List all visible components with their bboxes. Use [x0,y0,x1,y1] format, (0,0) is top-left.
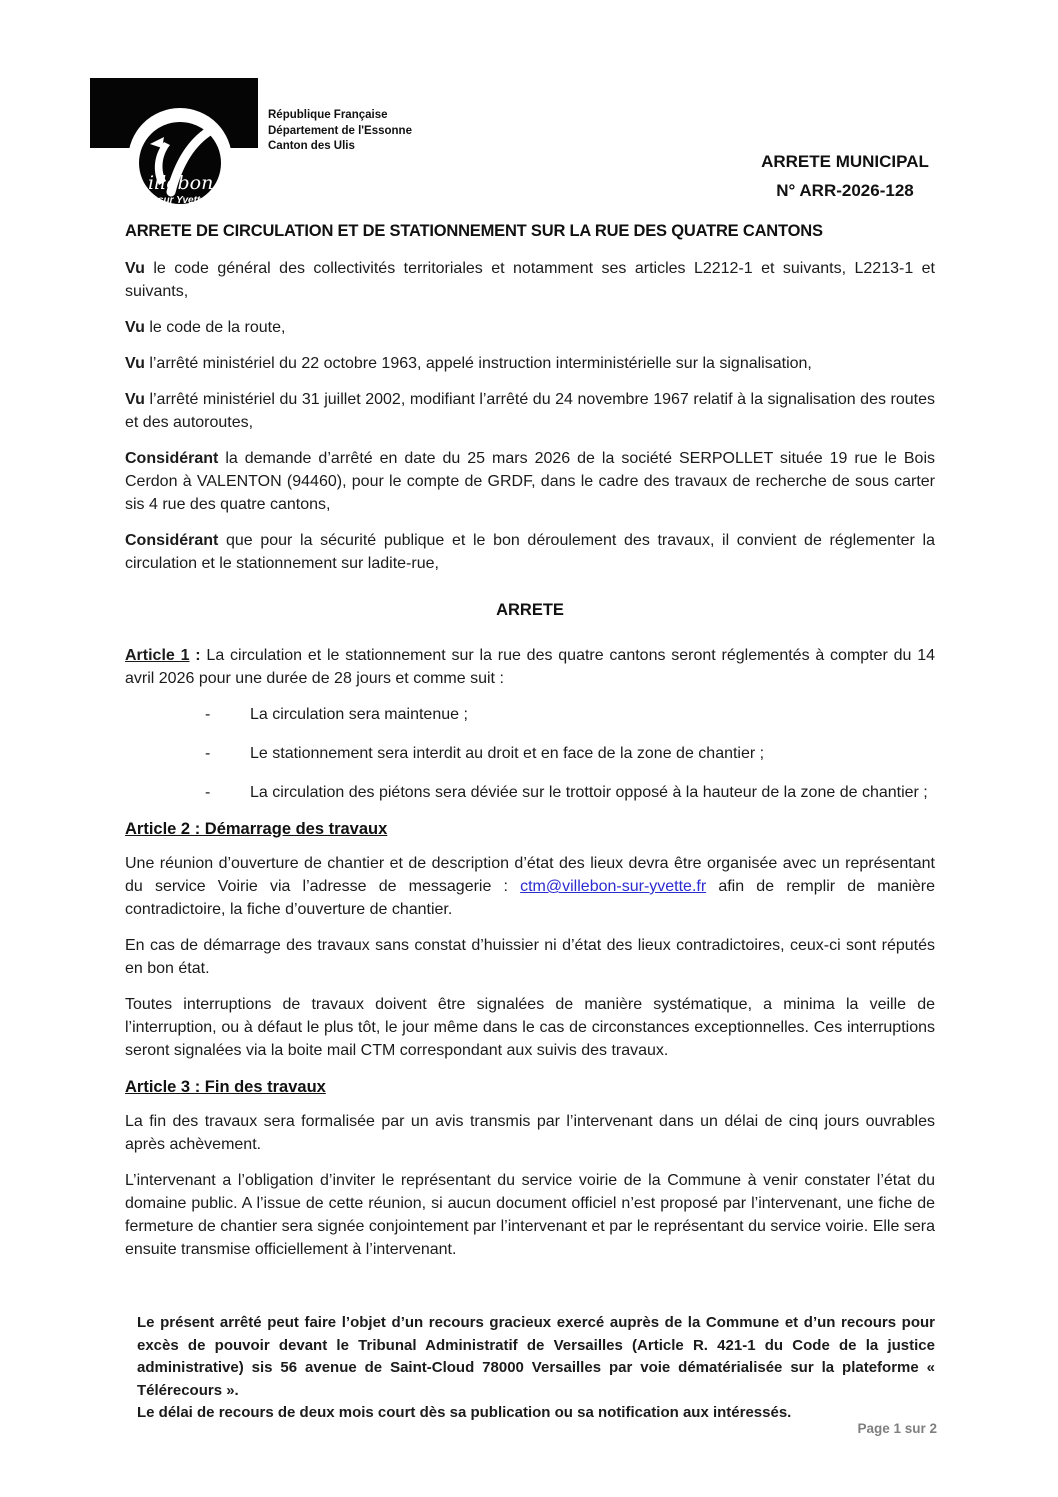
recital-lead: Considérant [125,532,219,549]
ctm-email-link[interactable]: ctm@villebon-sur-yvette.fr [520,878,707,895]
article-2-paragraph-3: Toutes interruptions de travaux doivent être signalées de manière systématique, a minima la veille de l’interruption, ou à défaut le plus tôt, le jour même dans le cas de circonstances exceptionnelles. Ces interruptions seront signalées via la boite mail CTM correspondant aux suivis des travaux. [125,996,935,1059]
administrative-region-block [268,108,412,155]
arrete-section-heading: ARRETE [496,601,564,619]
article-1-text: La circulation et le stationnement sur la rue des quatre cantons seront réglementés à compter du 14 avril 2026 pour une durée de 28 jours et comme suit : [125,647,936,687]
bullet-text: La circulation des piétons sera déviée sur le trottoir opposé à la hauteur de la zone de chantier ; [250,784,928,801]
article-1-label: Article 1 [125,647,190,664]
decree-type: ARRETE MUNICIPAL [761,152,929,171]
logo-script-text: illebon [148,172,214,194]
recital-considerant-2 [125,529,935,575]
recital-considerant-1 [125,447,935,516]
legal-notice-delai: Le délai de recours de deux mois court dès sa publication ou sa notification aux intéressés. [137,1404,792,1421]
recital-lead: Vu [125,319,145,336]
bullet-text: Le stationnement sera interdit au droit et en face de la zone de chantier ; [250,745,765,762]
recital-vu-4 [125,388,935,434]
recital-text: le code de la route, [149,319,286,336]
decree-title: ARRETE DE CIRCULATION ET DE STATIONNEMENT SUR LA RUE DES QUATRE CANTONS [125,222,823,240]
bullet-dash-icon: - [205,745,211,762]
article-1-paragraph [125,644,935,690]
article-3-heading: Article 3 : Fin des travaux [125,1078,326,1096]
page-number: Page 1 sur 2 [857,1421,937,1436]
article-2-paragraph-2: En cas de démarrage des travaux sans constat d’huissier ni d’état des lieux contradictoires, ceux-ci sont réputés en bon état. [125,937,935,977]
paragraph-text: afin de remplir de manière contradictoire, la fiche d’ouverture de chantier. [125,878,935,918]
recital-text: le code général des collectivités territoriales et notamment ses articles L2212-1 et suivants, L2213-1 et suivants, [125,260,936,300]
recital-text: l’arrêté ministériel du 31 juillet 2002, modifiant l’arrêté du 24 novembre 1967 relatif à la signalisation des routes et des autoroutes, [125,391,936,431]
article-1-colon: : [189,647,207,664]
recital-vu-2 [125,316,935,339]
logo-script-subtext: sur Yvette [158,195,206,206]
list-item [125,703,935,726]
article-3-paragraph-2: L’intervenant a l’obligation d’inviter le représentant du service voirie de la Commune à venir constater l’état du domaine public. A l’issue de cette réunion, si aucun document officiel n’est proposé par l’intervenant, une fiche de fermeture de chantier sera signée conjointement par l’intervenant et par le représentant du service voirie. Elle sera ensuite transmise officiellement à l’intervenant. [125,1172,935,1258]
legal-notice-block [137,1312,935,1425]
canton-line: Canton des Ulis [268,140,355,152]
recital-vu-3 [125,352,935,375]
list-item [125,781,935,804]
list-item [125,742,935,765]
paragraph-text: Une réunion d’ouverture de chantier et de description d’état des lieux devra être organisée avec un représentant du service Voirie via l’adresse de messagerie : [125,855,935,895]
decree-body [125,222,935,1274]
recital-lead: Vu [125,260,145,277]
recital-text: que pour la sécurité publique et le bon déroulement des travaux, il convient de réglementer la circulation et le stationnement sur ladite-rue, [125,532,935,572]
republic-line: République Française [268,109,388,121]
decree-number: N° ARR-2026-128 [776,181,914,200]
article-2-paragraph-1 [125,852,935,921]
article-2-heading: Article 2 : Démarrage des travaux [125,820,388,838]
decree-id-block [695,147,995,205]
recital-text: la demande d’arrêté en date du 25 mars 2026 de la société SERPOLLET située 19 rue le Bois Cerdon à VALENTON (94460), pour le compte de GRDF, dans le cadre des travaux de recherche de sous carter sis 4 rue des quatre cantons, [125,450,935,513]
recital-lead: Vu [125,355,145,372]
department-line: Département de l'Essonne [268,124,412,137]
villebon-city-logo [90,78,258,218]
recital-lead: Considérant [125,450,219,467]
recital-lead: Vu [125,391,145,408]
bullet-dash-icon: - [205,784,211,801]
bullet-dash-icon: - [205,706,211,723]
recital-text: l’arrêté ministériel du 22 octobre 1963, appelé instruction interministérielle sur la signalisation, [149,355,812,372]
article-3-paragraph-1: La fin des travaux sera formalisée par un avis transmis par l’intervenant dans un délai de cinq jours ouvrables après achèvement. [125,1113,935,1153]
recital-vu-1 [125,257,935,303]
bullet-text: La circulation sera maintenue ; [250,706,468,723]
legal-notice-recours: Le présent arrêté peut faire l’objet d’un recours gracieux exercé auprès de la Commune et d’un recours pour excès de pouvoir devant le Tribunal Administratif de Versailles (Article R. 421-1 du Code de la justice administrative) sis 56 avenue de Saint-Cloud 78000 Versailles par voie dématérialisée sur la plateforme « Télérecours ». [137,1314,935,1399]
